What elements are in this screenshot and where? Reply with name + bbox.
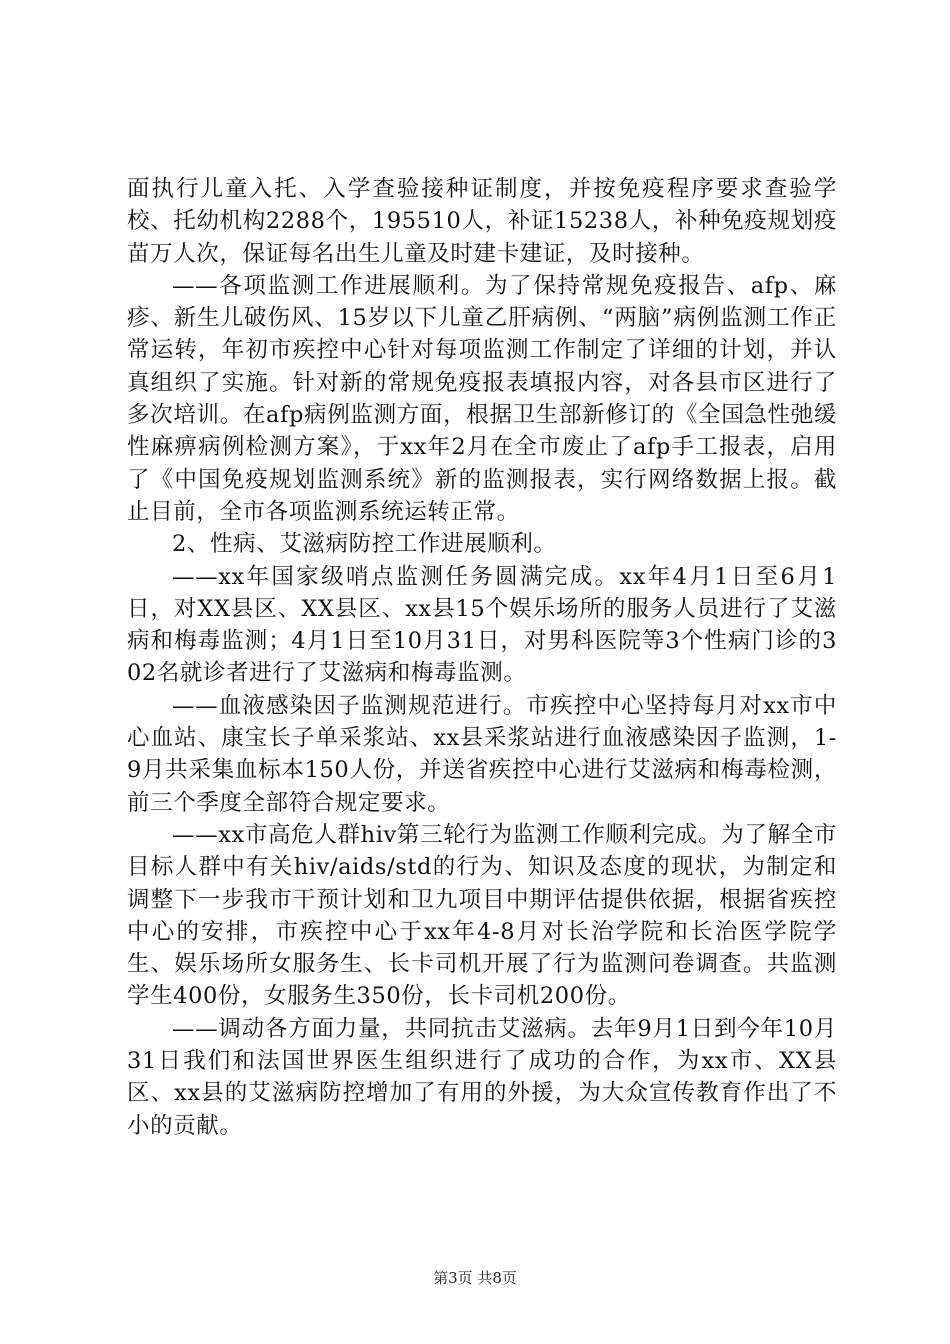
paragraph-2: ——各项监测工作进展顺利。为了保持常规免疫报告、afp、麻疹、新生儿破伤风、15岁以下儿童乙肝病例、“两脑”病例监测工作正常运转，年初市疾控中心针对每项监测工作制定了详细的计划，并认真组织了实施。针对新的常规免疫报表填报内容，对各县市区进行了多次培训。在afp病例监测方面，根据卫生部新修订的《全国急性弛缓性麻痹病例检测方案》，于xx年2月在全市废止了afp手工报表，启用了《中国免疫规划监测系统》新的监测报表，实行网络数据上报。截止目前，全市各项监测系统运转正常。 bbox=[127, 272, 837, 525]
page-footer: 第3页 共8页 bbox=[433, 1269, 517, 1287]
paragraph-5: ——血液感染因子监测规范进行。市疾控中心坚持每月对xx市中心血站、康宝长子单采浆站、xx县采浆站进行血液感染因子监测，1-9月共采集血标本150人份，并送省疾控中心进行艾滋病和梅毒检测，前三个季度全部符合规定要求。 bbox=[127, 692, 837, 816]
paragraph-6: ——xx市高危人群hiv第三轮行为监测工作顺利完成。为了解全市目标人群中有关hiv/aids/std的行为、知识及态度的现状，为制定和调整下一步我市干预计划和卫九项目中期评估提供依据，根据省疾控中心的安排，市疾控中心于xx年4-8月对长治学院和长治医学院学生、娱乐场所女服务生、长卡司机开展了行为监测问卷调查。共监测学生400份，女服务生350份，长卡司机200份。 bbox=[127, 821, 837, 1010]
paragraph-7: ——调动各方面力量，共同抗击艾滋病。去年9月1日到今年10月31日我们和法国世界医生组织进行了成功的合作，为xx市、XX县区、xx县的艾滋病防控增加了有用的外援，为大众宣传教育作出了不小的贡献。 bbox=[127, 1015, 837, 1139]
body-text bbox=[127, 173, 837, 1142]
paragraph-3: 2、性病、艾滋病防控工作进展顺利。 bbox=[172, 531, 557, 558]
paragraph-1: 面执行儿童入托、入学查验接种证制度，并按免疫程序要求查验学校、托幼机构2288个，195510人，补证15238人，补种免疫规划疫苗万人次，保证每名出生儿童及时建卡建证，及时接种。 bbox=[127, 176, 837, 267]
paragraph-4: ——xx年国家级哨点监测任务圆满完成。xx年4月1日至6月1日，对XX县区、XX县区、xx县15个娱乐场所的服务人员进行了艾滋病和梅毒监测；4月1日至10月31日，对男科医院等3个性病门诊的302名就诊者进行了艾滋病和梅毒监测。 bbox=[127, 563, 837, 687]
